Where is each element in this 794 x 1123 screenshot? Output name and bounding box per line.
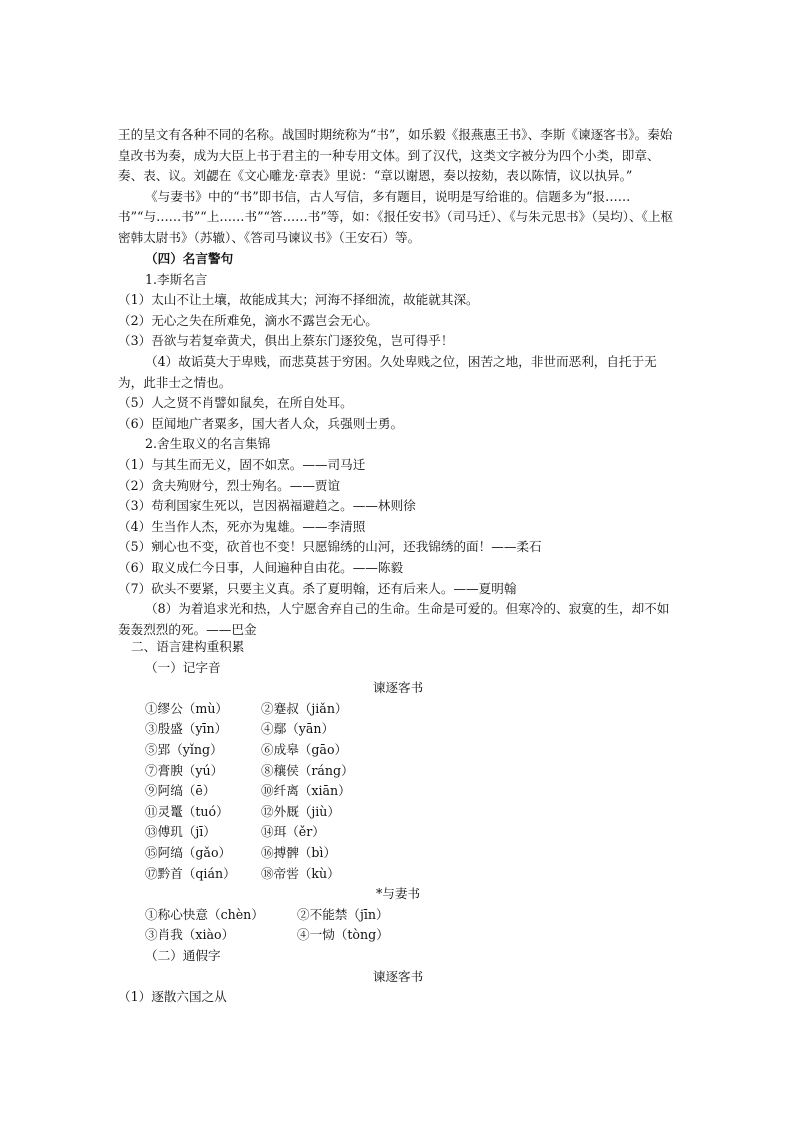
shesheng-quote: （2）贪夫殉财兮，烈士殉名。——贾谊 (118, 477, 341, 493)
subheading-tongjiazi: （二）通假字 (145, 947, 221, 963)
subtitle-jianzhukeshu: 谏逐客书 (372, 680, 424, 696)
pinyin-row: ⑦膏腴（yú） ⑧穰侯（ráng） (145, 762, 354, 778)
pinyin-row: ⑬傅玑（jī） ⑭珥（ěr） (145, 824, 325, 840)
pinyin-row: ③肖我（xiào） ④一恸（tòng） (145, 927, 389, 943)
lisi-quote: （3）吾欲与若复牵黄犬，俱出上蔡东门逐狡兔，岂可得乎！ (118, 333, 454, 349)
shesheng-quote: （6）取义成仁今日事，人间遍种自由花。——陈毅 (118, 559, 404, 575)
section-heading-language: 二、语言建构重积累 (131, 639, 245, 654)
lisi-quote: （4）故诟莫大于卑贱，而悲莫甚于穷困。久处卑贱之位，困苦之地，非世而恶利，自托于无为，此非士之情也。 (118, 353, 657, 390)
subtitle-yuqishu: *与妻书 (375, 886, 421, 902)
language-section (118, 637, 678, 1008)
shesheng-quote: （8）为着追求光和热，人宁愿舍弃自己的生命。生命是可爱的。但寒冷的、寂寞的生，却不如轰轰烈烈的死。——巴金 (118, 601, 670, 637)
shesheng-quote: （7）砍头不要紧，只要主义真。杀了夏明翰，还有后来人。——夏明翰 (118, 580, 517, 596)
pinyin-row: ①称心快意（chèn） ②不能禁（jīn） (145, 906, 389, 922)
section-heading-quotes: （四）名言警句 (145, 251, 234, 266)
subheading-shesheng: 2.舍生取义的名言集锦 (145, 436, 271, 452)
shesheng-quote: （5）剜心也不变，砍首也不变！只愿锦绣的山河，还我锦绣的面！——柔石 (118, 539, 542, 555)
pinyin-row: ⑮阿缟（gǎo） ⑯搏髀（bì） (145, 844, 337, 860)
famous-quotes-section (118, 249, 678, 640)
tongjiazi-item: （1）逐散六国之从 (118, 989, 227, 1005)
subtitle-jianzhukeshu-2: 谏逐客书 (372, 968, 424, 984)
pinyin-row: ⑰黔首（qián） ⑱帝喾（kù） (145, 865, 340, 881)
lisi-quote: （1）太山不让土壤，故能成其大；河海不择细流，故能就其深。 (118, 292, 479, 308)
shesheng-quote: （3）苟利国家生死以，岂因祸福避趋之。——林则徐 (118, 498, 416, 514)
pinyin-row: ⑨阿缟（ē） ⑩纤离（xiān） (145, 783, 351, 799)
shesheng-quote: （1）与其生而无义，固不如烹。——司马迁 (118, 456, 366, 472)
pinyin-row: ③殷盛（yīn） ④鄢（yān） (145, 721, 335, 737)
lisi-quote: （5）人之贤不肖譬如鼠矣，在所自处耳。 (118, 395, 353, 411)
pinyin-row: ⑪灵鼍（tuó） ⑫外厩（jiù） (145, 803, 341, 819)
intro-paragraph-2: 《与妻书》中的“书”即书信，古人写信，多有题目，说明是写给谁的。信题多为“报……书”“与……书”“上……书”“答……书”等，如：《报任安书》（司马迁）、《与朱元思书》（吴均）、《上枢密韩太尉书》（苏辙）、《答司马谏议书》（王安石）等。 (118, 188, 674, 245)
shesheng-quote: （4）生当作人杰，死亦为鬼雄。——李清照 (118, 518, 366, 534)
subheading-pronunciation: （一）记字音 (145, 659, 221, 675)
pinyin-row: ⑤郢（yǐng） ⑥成皋（gāo） (145, 741, 348, 757)
pinyin-row: ①缪公（mù） ②蹇叔（jiǎn） (145, 700, 348, 716)
subheading-lisi: 1.李斯名言 (145, 271, 208, 287)
intro-paragraph-1: 王的呈文有各种不同的名称。战国时期统称为“书”，如乐毅《报燕惠王书》、李斯《谏逐客书》。秦始皇改书为奏，成为大臣上书于君主的一种专用文体。到了汉代，这类文字被分为四个小类，即章、奏、表、议。刘勰在《文心雕龙·章表》里说：“章以谢恩，奏以按劾，表以陈情，议以执异。” (118, 127, 673, 184)
lisi-quote: （2）无心之失在所难免，滴水不露岂会无心。 (118, 312, 378, 328)
lisi-quote: （6）臣闻地广者粟多，国大者人众，兵强则士勇。 (118, 415, 404, 431)
intro-section (118, 125, 678, 249)
